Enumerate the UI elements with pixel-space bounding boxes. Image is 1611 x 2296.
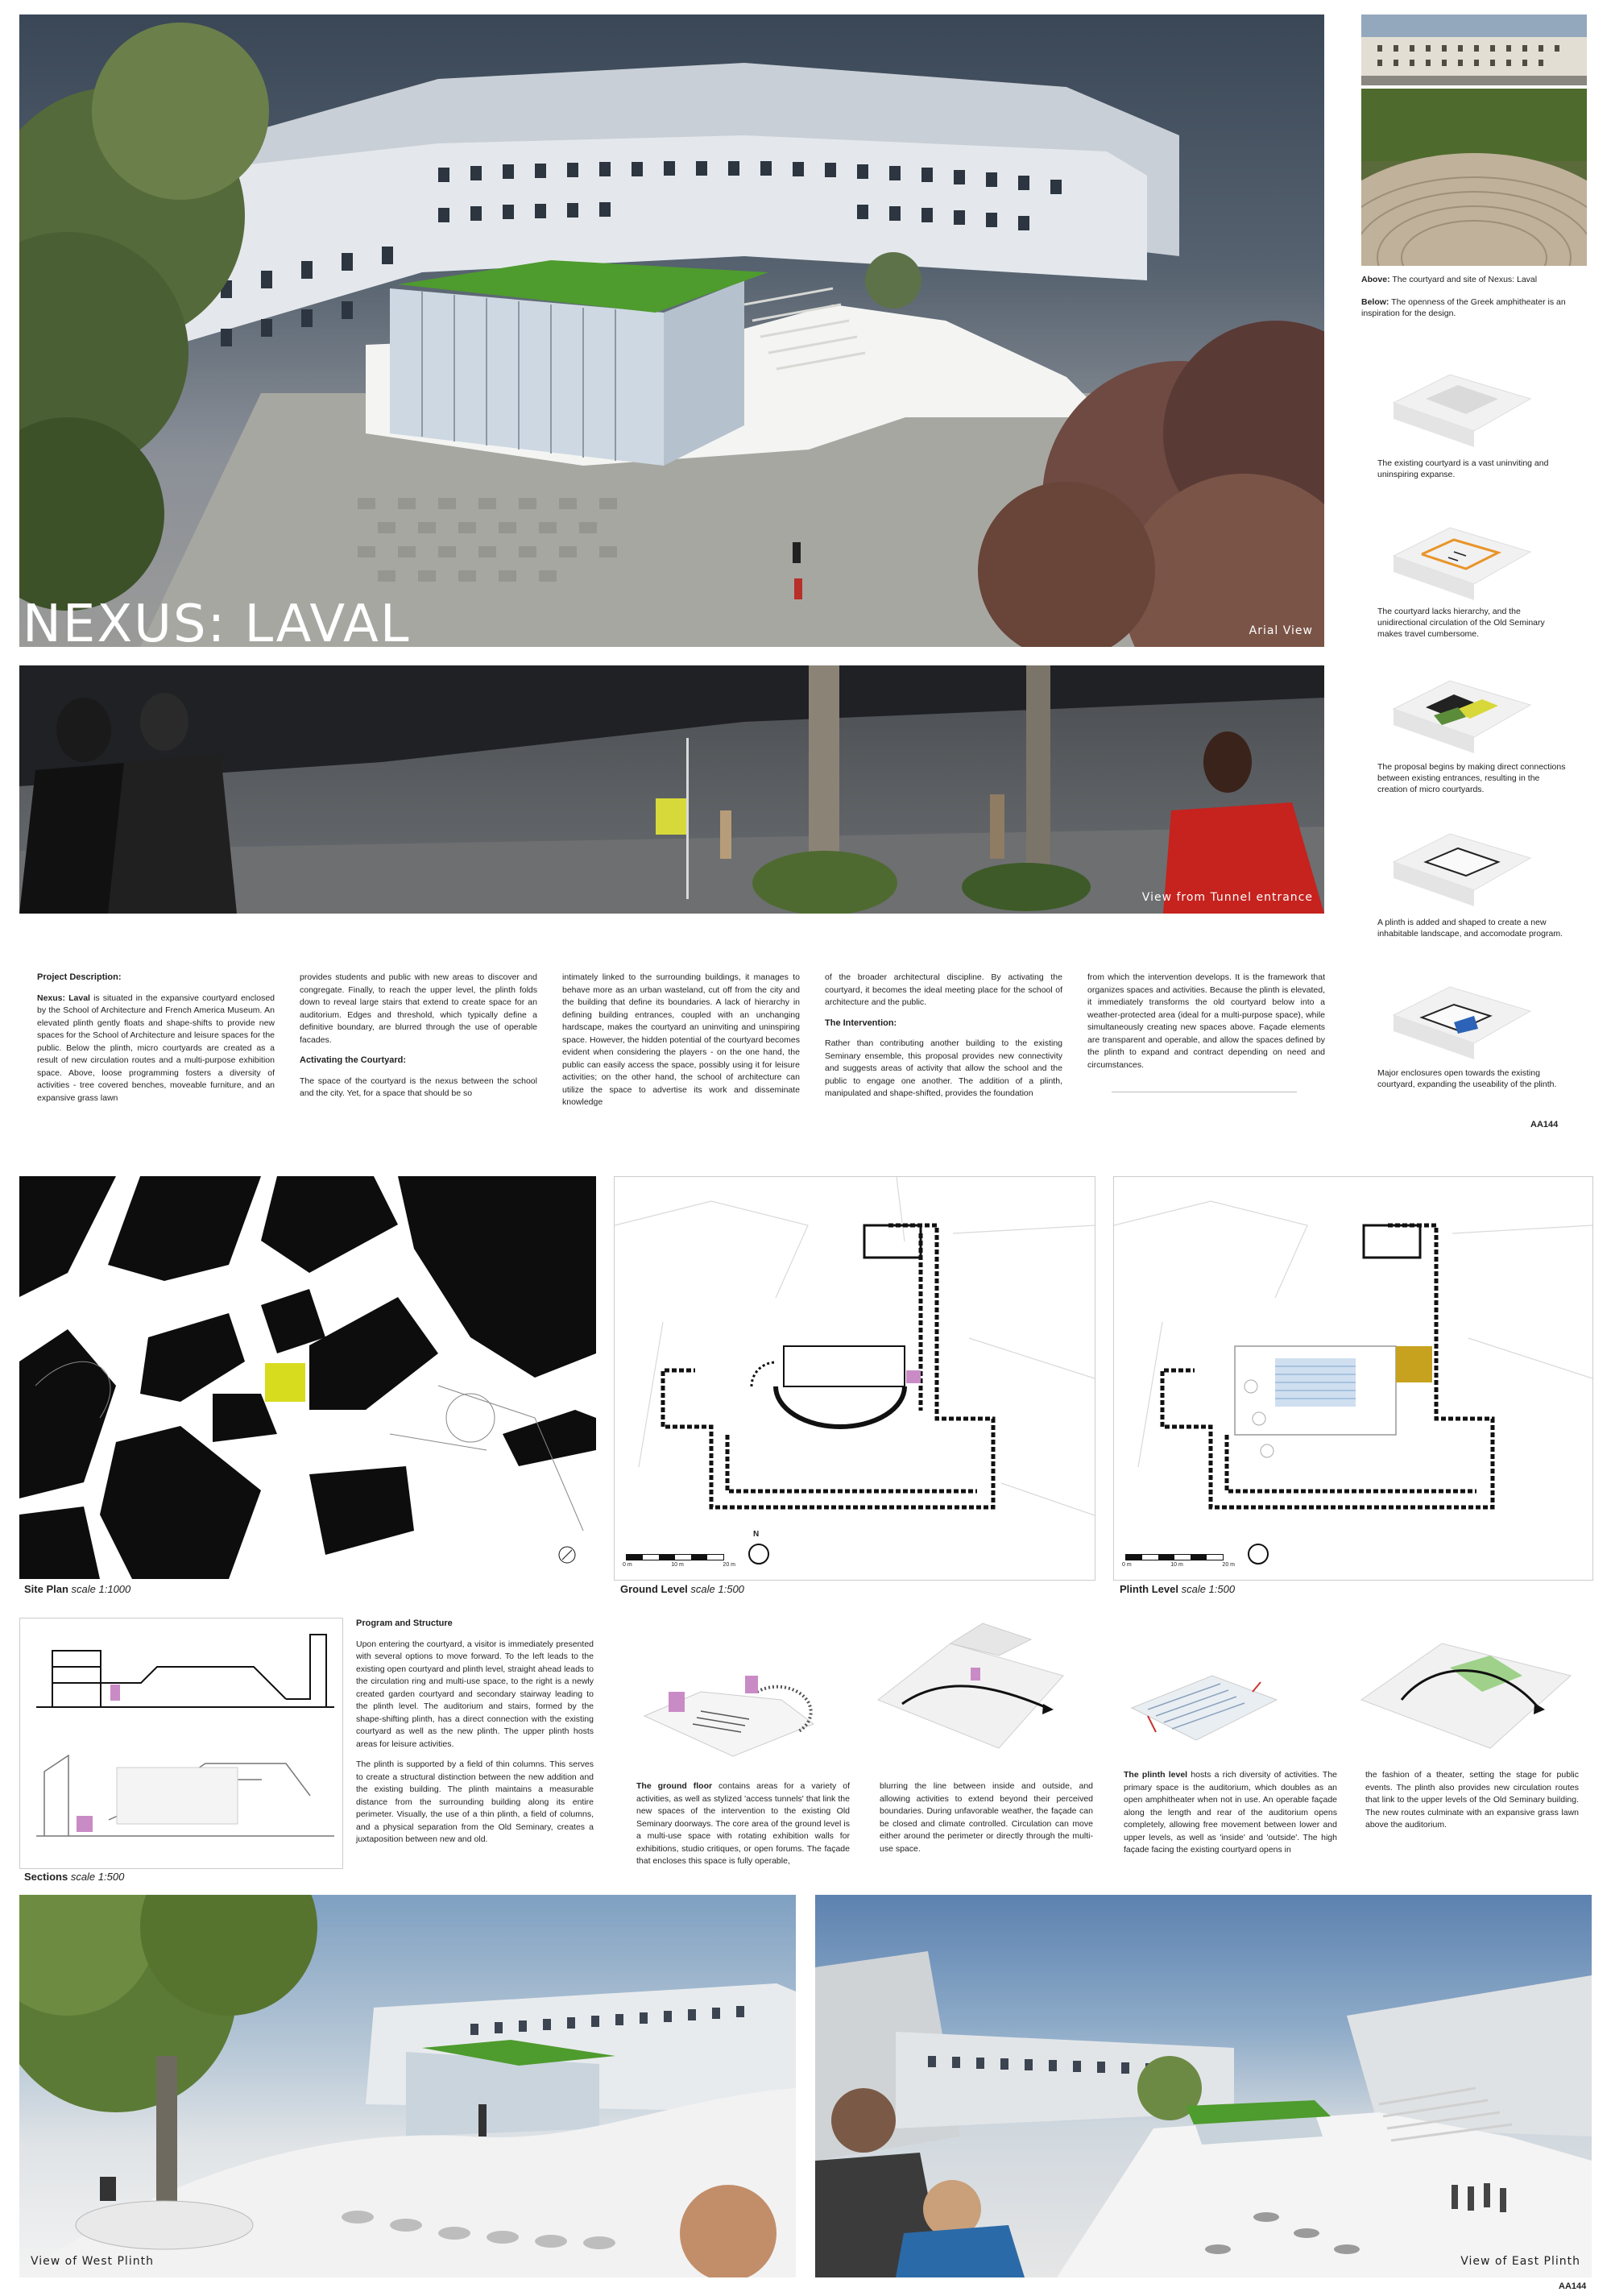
diagram-4-art <box>1377 818 1539 906</box>
diagram-5 <box>1377 971 1539 1059</box>
diagram-2 <box>1377 508 1539 604</box>
ground-level-name: Ground Level <box>620 1583 688 1595</box>
west-scene <box>19 1895 796 2277</box>
plinth-axon-1 <box>1116 1643 1309 1764</box>
sidebar-above-caption <box>1361 274 1587 285</box>
description-heading: Project Description: <box>37 972 122 982</box>
ground-axon-1 <box>636 1643 822 1764</box>
east-plinth-render <box>815 1895 1592 2277</box>
plinth-north-arrow-icon <box>1248 1544 1269 1565</box>
plinth-axon-2 <box>1353 1611 1579 1764</box>
ground-floor-b: blurring the line between inside and outside, and allowing activities to extend beyond their perceived boundaries. During unfavorable weather, the façade can be closed and climate controlled. Circulation can move either around the perimeter or directly through the multi-use space. <box>880 1781 1093 1854</box>
description-p1 <box>37 993 275 1105</box>
diagram-5-caption: Major enclosures open towards the existing courtyard, expanding the useability of the plinth. <box>1377 1068 1557 1089</box>
diagram-5-art <box>1377 971 1539 1059</box>
above-text: The courtyard and site of Nexus: Laval <box>1392 275 1538 284</box>
tunnel-view-render <box>19 665 1324 914</box>
sidebar-below-caption <box>1361 296 1587 319</box>
site-plan-label <box>24 1583 130 1595</box>
west-caption: View of West Plinth <box>31 2255 154 2268</box>
plinth-level-text-a <box>1124 1769 1337 1865</box>
site-plan-name: Site Plan <box>24 1583 68 1595</box>
site-plan-panel <box>19 1176 596 1579</box>
west-plinth-render <box>19 1895 796 2277</box>
program-p1: Upon entering the courtyard, a visitor is immediately presented with several options to move forward. To the left leads to the existing open courtyard and plinth level, straight ahead leads to the circulation ring and multi-use space, to the right is a newly created garden courtyard and secondary stairway leading to the plinth level. The auditorium and stairs, formed by the shape-shifting plinth, has a direct connection with the existing courtyard as well as the new plinth. The upper plinth hosts areas for leisure activities. <box>356 1639 594 1749</box>
ground-axon-2 <box>870 1611 1071 1764</box>
plinth-level-label <box>1120 1583 1235 1595</box>
above-label: Above: <box>1361 275 1390 284</box>
aerial-caption: Arial View <box>1249 624 1313 637</box>
courtyard-photo <box>1361 15 1587 85</box>
diagram-2-caption: The courtyard lacks hierarchy, and the unidirectional circulation of the Old Seminary makes travel cumbersome. <box>1377 607 1545 639</box>
east-caption: View of East Plinth <box>1460 2255 1580 2268</box>
tunnel-caption: View from Tunnel entrance <box>1141 891 1313 904</box>
ground-scalebar <box>626 1554 724 1560</box>
ground-axon-2-art <box>870 1611 1071 1764</box>
plinth-axon-2-art <box>1353 1611 1579 1764</box>
ground-axon-1-art <box>636 1643 822 1764</box>
sections-name: Sections <box>24 1871 68 1883</box>
plinth-axon-1-art <box>1116 1643 1309 1764</box>
sections-label <box>24 1871 124 1883</box>
courtyard-photo-art <box>1361 15 1587 85</box>
diagram-3-caption: The proposal begins by making direct connections between existing entrances, resulting in the creation of micro courtyards. <box>1377 762 1566 794</box>
diagram-2-art <box>1377 508 1539 604</box>
description-p1-text: is situated in the expansive courtyard enclosed by the School of Architecture and French America Museum. An elevated plinth gently floats and shape-shifts to provide new spaces for the School of Architecture and leisure spaces for the public. Below the plinth, micro courtyards are created as a result of new circulation routes and a multi-purpose exhibition space. Above, loose programming fosters a diversity of activities - tree covered benches, moveable furniture, and an expansive grass lawn <box>37 993 275 1103</box>
scalebar-20: 20 m <box>723 1562 735 1568</box>
diagram-1 <box>1377 354 1539 451</box>
below-text: The openness of the Greek amphitheater is an inspiration for the design. <box>1361 297 1566 318</box>
description-col4b: Rather than contributing another building to the existing Seminary ensemble, this proposal provides new connectivity and suggests areas of activity that allow the school and the public to engage one another. The addition of a plinth, manipulated and shape-shifted, provides the foundation <box>825 1038 1062 1098</box>
ground-level-panel <box>614 1176 1095 1581</box>
ground-floor-text-a <box>636 1780 850 1876</box>
scalebar-0: 0 m <box>623 1562 632 1568</box>
plinth-scalebar-0: 0 m <box>1122 1562 1132 1568</box>
description-col-5 <box>1087 972 1325 1080</box>
diagram-1-caption: The existing courtyard is a vast uninviting and uninspiring expanse. <box>1377 458 1549 479</box>
below-label: Below: <box>1361 297 1389 307</box>
ground-floor-text-b <box>880 1780 1093 1863</box>
program-structure-text <box>356 1618 594 1855</box>
ground-floor-a: contains areas for a variety of activities, as well as stylized 'access tunnels' that link the new spaces of the intervention to the existing Old Seminary doorways. The core area of the ground level is a multi-use space with rotating exhibition walls for exhibitions, studio critiques, or open forums. The façade that encloses this space is fully operable, <box>636 1781 850 1866</box>
site-plan-drawing <box>19 1176 596 1579</box>
aerial-view-render <box>19 15 1324 647</box>
ground-plan-drawing <box>615 1177 1095 1580</box>
description-col5: from which the intervention develops. It is the framework that organizes spaces and activities. Because the plinth is elevated, it immediately transforms the old courtyard below into a weather-protected area (ideal for a multi-purpose space), while simultaneously creating new spaces above. Façade elements are transparent and operable, and allow the spaces defined by the plinth to expand and contract depending on need and circumstances. <box>1087 972 1325 1070</box>
ground-floor-bold: The ground floor <box>636 1781 713 1791</box>
description-p1-bold: Nexus: Laval <box>37 993 90 1003</box>
ground-scalebar-labels <box>623 1562 735 1568</box>
amphitheater-photo-art <box>1361 89 1587 266</box>
intervention-heading: The Intervention: <box>825 1017 897 1028</box>
plinth-scalebar-labels <box>1122 1562 1235 1568</box>
plinth-level-b: the fashion of a theater, setting the stage for public events. The plinth also provides new circulation routes that link to the upper levels of the Old Seminary building. The new routes culminate with an expansive grass lawn above the auditorium. <box>1365 1770 1579 1830</box>
site-plan-scale: scale 1:1000 <box>71 1583 131 1595</box>
description-col-2 <box>300 972 537 1109</box>
north-arrow-icon <box>748 1544 769 1565</box>
scalebar-10: 10 m <box>671 1562 684 1568</box>
description-col-1 <box>37 972 275 1113</box>
plinth-level-name: Plinth Level <box>1120 1583 1178 1595</box>
sections-drawing <box>20 1618 342 1868</box>
amphitheater-photo <box>1361 89 1587 266</box>
aerial-scene <box>19 15 1324 647</box>
plinth-level-panel <box>1113 1176 1593 1581</box>
plinth-scalebar <box>1125 1554 1224 1560</box>
diagram-1-art <box>1377 354 1539 451</box>
diagram-3 <box>1377 661 1539 757</box>
east-scene <box>815 1895 1592 2277</box>
diagram-3-art <box>1377 661 1539 757</box>
plinth-plan-drawing <box>1114 1177 1592 1580</box>
description-col4a: of the broader architectural discipline. By activating the courtyard, it becomes the ideal meeting place for the school of architecture and the public. <box>825 972 1062 1007</box>
sections-scale: scale 1:500 <box>70 1871 125 1883</box>
plinth-level-a: hosts a rich diversity of activities. The primary space is the auditorium, which doubles as an open amphitheater when not in use. An operable façade along the length and rear of the auditorium opens completely, allowing free movement between lower and upper levels, as well as 'inside' and 'outside'. The high façade facing the existing courtyard opens in <box>1124 1770 1338 1855</box>
plinth-level-scale: scale 1:500 <box>1181 1583 1236 1595</box>
description-col2a: provides students and public with new areas to discover and congregate. Finally, to reach the upper level, the plinth folds down to reveal large stairs that extend to create space for an auditorium. Edges and threshold, which typically define a definitive boundary, are blurred through the use of operable facades. <box>300 972 537 1045</box>
activating-heading: Activating the Courtyard: <box>300 1055 407 1065</box>
plinth-level-bold: The plinth level <box>1124 1770 1188 1780</box>
program-heading: Program and Structure <box>356 1618 453 1628</box>
north-label: N <box>753 1530 760 1539</box>
plinth-scalebar-20: 20 m <box>1222 1562 1235 1568</box>
project-title: NEXUS: LAVAL <box>23 595 411 647</box>
diagram-4-caption: A plinth is added and shaped to create a new inhabitable landscape, and accomodate program. <box>1377 918 1563 939</box>
plinth-level-text-b <box>1365 1769 1579 1840</box>
description-col3: intimately linked to the surrounding buildings, it manages to behave more as an urban wasteland, cut off from the city and the building that define its boundaries. A lack of hierarchy in defining building entrances, coupled with an unchanging hardscape, makes the courtyard an uninviting and uninspiring space. However, the hidden potential of the courtyard becomes evident when considering the players - on the one hand, the public can easily access the space, possibly using it for leisure activities; on the other hand, the school of architecture can utilize the space to advertise its work and disseminate knowledge <box>562 972 800 1107</box>
ground-level-label <box>620 1583 744 1595</box>
sheet-code-bottom: AA144 <box>1559 2281 1587 2291</box>
description-col-3 <box>562 972 800 1117</box>
tunnel-scene <box>19 665 1324 914</box>
sections-panel <box>19 1618 343 1869</box>
ground-level-scale: scale 1:500 <box>690 1583 744 1595</box>
description-col2b: The space of the courtyard is the nexus between the school and the city. Yet, for a space that should be so <box>300 1075 537 1098</box>
plinth-scalebar-10: 10 m <box>1170 1562 1183 1568</box>
program-p2: The plinth is supported by a field of thin columns. This serves to create a structural distinction between the new addition and the existing building. The plinth maintains a measurable distance from the surrounding building along its entire perimeter. Visually, the use of a thin plinth, a field of columns, and a physical separation from the Old Seminary, creates a juxtaposition between new and old. <box>356 1759 594 1844</box>
diagram-4 <box>1377 818 1539 906</box>
description-col-4 <box>825 972 1062 1109</box>
sheet-code-top: AA144 <box>1530 1120 1559 1129</box>
